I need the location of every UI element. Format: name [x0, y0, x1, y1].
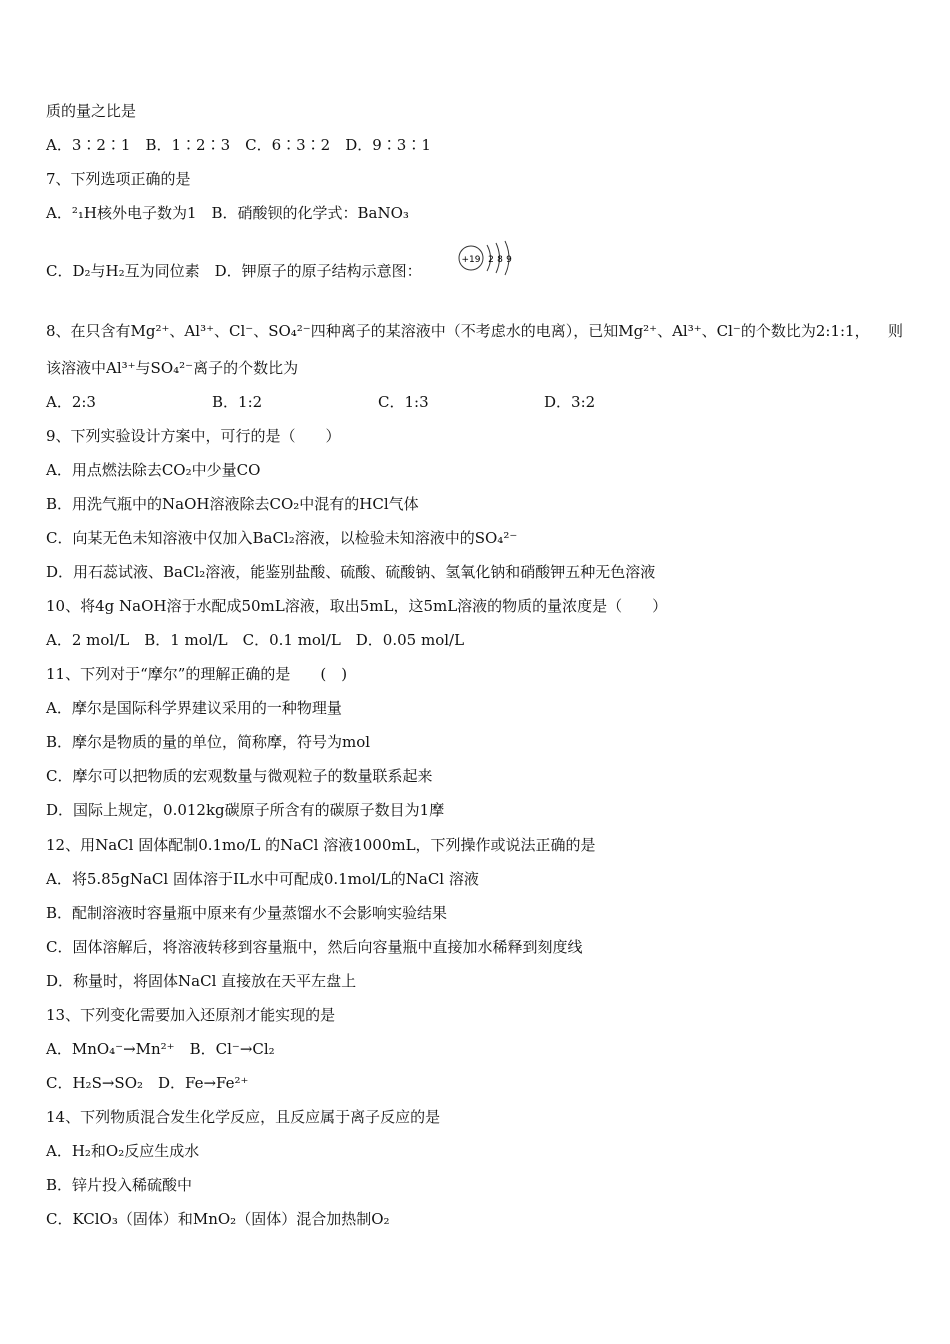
q13-stem: 13、下列变化需要加入还原剂才能实现的是: [46, 1006, 336, 1024]
q11-option-c: C．摩尔可以把物质的宏观数量与微观粒子的数量联系起来: [46, 767, 433, 785]
q11-stem: 11、下列对于“摩尔”的理解正确的是 ( ): [46, 665, 348, 683]
shell-3-electrons: 9: [506, 255, 512, 265]
q9-option-b: B．用洗气瓶中的NaOH溶液除去CO₂中混有的HCl气体: [46, 495, 419, 513]
q14-stem: 14、下列物质混合发生化学反应，且反应属于离子反应的是: [46, 1108, 441, 1126]
q10-options: A．2 mol/L B．1 mol/L C．0.1 mol/L D．0.05 mol/L: [46, 631, 465, 649]
q8-stem-text: 8、在只含有Mg²⁺、Al³⁺、Cl⁻、SO₄²⁻四种离子的某溶液中（不考虑水的电离），已知Mg²⁺、Al³⁺、Cl⁻的个数比为2:1:1，: [46, 322, 870, 340]
q7-option-a-b-text: 核外电子数为1 B．硝酸钡的化学式：BaNO₃: [96, 204, 409, 222]
q9-option-a: A．用点燃法除去CO₂中少量CO: [46, 461, 261, 479]
q8-option-c: C．1:3: [378, 393, 429, 411]
q7-option-cd-text: C．D₂与H₂互为同位素 D．钾原子的原子结构示意图：: [46, 262, 422, 280]
q14-option-c: C．KClO₃（固体）和MnO₂（固体）混合加热制O₂: [46, 1210, 390, 1228]
q8-option-a: A．2:3: [46, 393, 96, 411]
q7-options-ab: [46, 203, 409, 223]
q8-option-b: B．1:2: [212, 393, 263, 411]
q7-options-cd: [46, 261, 422, 281]
q8-stem-line1: [46, 321, 870, 341]
q12-option-d: D．称量时，将固体NaCl 直接放在天平左盘上: [46, 972, 357, 990]
q11-option-b: B．摩尔是物质的量的单位，简称摩，符号为mol: [46, 733, 371, 751]
q12-option-c: C．固体溶解后，将溶液转移到容量瓶中，然后向容量瓶中直接加水稀释到刻度线: [46, 938, 583, 956]
q8-option-d: D．3:2: [544, 393, 596, 411]
q14-option-a: A．H₂和O₂反应生成水: [46, 1142, 200, 1160]
q6-continuation: 质的量之比是: [46, 102, 137, 120]
q8-stem-line2: 该溶液中Al³⁺与SO₄²⁻离子的个数比为: [46, 359, 299, 377]
q9-option-d: D．用石蕊试液、BaCl₂溶液，能鉴别盐酸、硫酸、硫酸钠、氢氧化钠和硝酸钾五种无色溶液: [46, 563, 656, 581]
nucleus-charge: +19: [461, 255, 481, 265]
q13-options-cd: C．H₂S→SO₂ D．Fe→Fe²⁺: [46, 1074, 249, 1092]
q12-option-b: B．配制溶液时容量瓶中原来有少量蒸馏水不会影响实验结果: [46, 904, 448, 922]
q12-option-a: A．将5.85gNaCl 固体溶于IL水中可配成0.1mol/L的NaCl 溶液: [46, 870, 479, 888]
q9-option-c: C．向某无色未知溶液中仅加入BaCl₂溶液，以检验未知溶液中的SO₄²⁻: [46, 529, 518, 547]
q12-stem: 12、用NaCl 固体配制0.1mo/L 的NaCl 溶液1000mL，下列操作或说法正确的是: [46, 836, 596, 854]
potassium-atom-structure-diagram: [456, 236, 520, 280]
shell-2-electrons: 8: [497, 255, 503, 265]
shell-1-electrons: 2: [488, 255, 494, 265]
q9-stem: 9、下列实验设计方案中，可行的是（ ）: [46, 427, 341, 445]
q7-option-a-label: A．: [46, 204, 72, 222]
q13-options-ab: A．MnO₄⁻→Mn²⁺ B．Cl⁻→Cl₂: [46, 1040, 275, 1058]
q11-option-a: A．摩尔是国际科学界建议采用的一种物理量: [46, 699, 342, 717]
q7-stem: 7、下列选项正确的是: [46, 170, 191, 188]
q10-stem: 10、将4g NaOH溶于水配成50mL溶液，取出5mL，这5mL溶液的物质的量浓度是（ ）: [46, 597, 668, 615]
q8-options: [46, 392, 710, 412]
q6-options: A．3∶2∶1 B．1∶2∶3 C．6∶3∶2 D．9∶3∶1: [46, 136, 431, 154]
q8-stem-end: 则: [888, 322, 904, 340]
q7-option-a-isotope: ²₁H: [71, 204, 97, 222]
q11-option-d: D．国际上规定，0.012kg碳原子所含有的碳原子数目为1摩: [46, 801, 445, 819]
q14-option-b: B．锌片投入稀硫酸中: [46, 1176, 193, 1194]
